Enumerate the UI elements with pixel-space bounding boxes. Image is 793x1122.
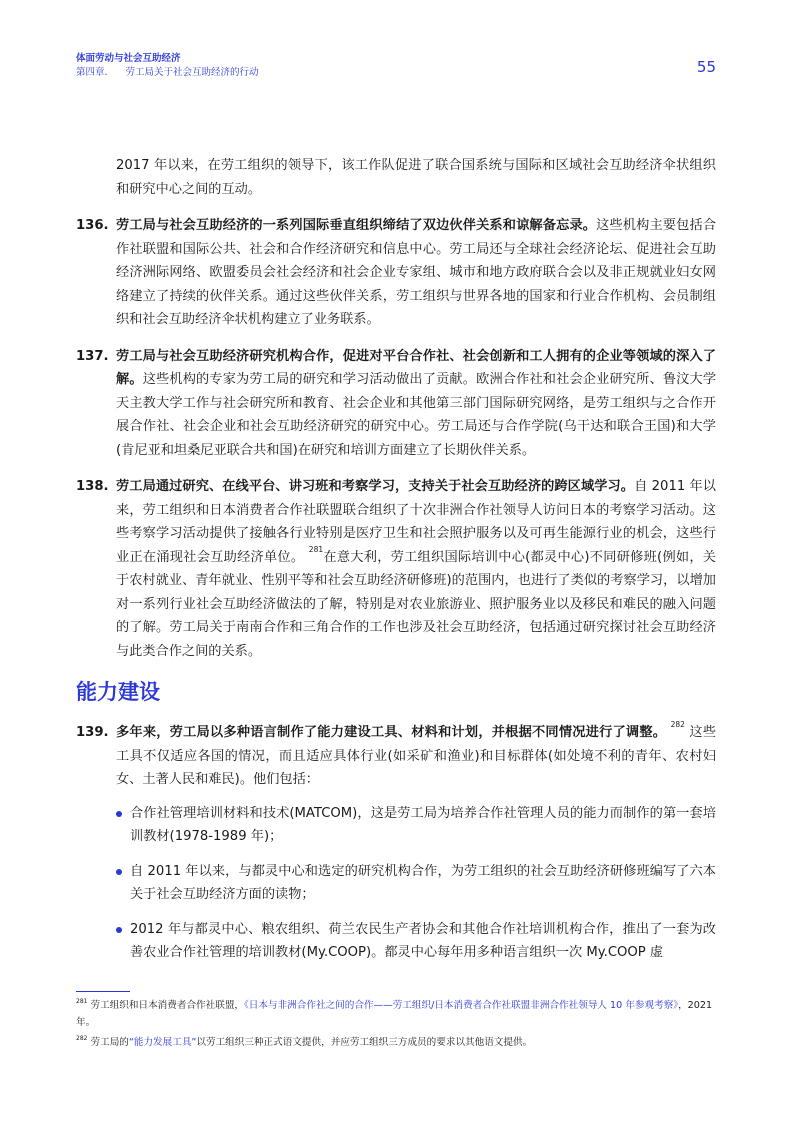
paragraph-body: 这些机构主要包括合作社联盟和国际公共、社会和合作经济研究和信息中心。劳工局还与全球社会经济论坛、促进社会互助经济洲际网络、欧盟委员会社会经济和社会企业专家组、城市和地方政府联合会以及非正规就业妇女网络建立了持续的伙伴关系。通过这些伙伴关系，劳工组织与世界各地的国家和行业合作机构、会员制组织和社会互助经济伞状机构建立了业务联系。 <box>116 218 717 327</box>
list-item <box>116 802 716 849</box>
paragraph-136 <box>76 214 716 332</box>
paragraph-number: 139. <box>76 725 109 740</box>
list-item-text: 自 2011 年以来，与都灵中心和选定的研究机构合作，为劳工组织的社会互助经济研修班编写了六本关于社会互助经济方面的读物； <box>130 863 716 902</box>
main-content <box>76 154 716 976</box>
footnote-ref-281[interactable]: 281 <box>308 544 324 554</box>
bullet-dot-icon <box>116 869 122 875</box>
footnote-282 <box>76 1034 716 1051</box>
footnote-text-end: ，2021 年。 <box>76 1000 713 1028</box>
list-item <box>116 860 716 907</box>
footnote-marker: 282 <box>76 1035 88 1042</box>
section-heading: 能力建设 <box>76 680 160 704</box>
continuation-text: 2017 年以来，在劳工组织的领导下，该工作队促进了联合国系统与国际和区域社会互助经济伞状组织和研究中心之间的互动。 <box>116 158 716 197</box>
paragraph-number: 137. <box>76 348 109 364</box>
list-item <box>116 918 716 965</box>
paragraph-lead: 劳工局与社会互助经济的一系列国际垂直组织缔结了双边伙伴关系和谅解备忘录。 <box>116 218 597 233</box>
paragraph-body: 自 2011 年以来，劳工组织和日本消费者合作社联盟联合组织了十次非洲合作社领导人访问日本的考察学习活动。这些考察学习活动提供了接触各行业特别是医疗卫生和社会照护服务以及可再生能源行业的机会，这些行业正在涌现社会互助经济单位。 <box>116 479 716 565</box>
list-item-text: 2012 年与都灵中心、粮农组织、荷兰农民生产者协会和其他合作社培训机构合作，推出了一套为改善农业合作社管理的培训教材(My.COOP)。都灵中心每年用多种语言组织一次 My.COOP 虚 <box>130 921 716 960</box>
chapter-title: 劳工局关于社会互助经济的行动 <box>125 67 259 78</box>
footnote-text-end: 以劳工组织三种正式语文提供，并应劳工组织三方成员的要求以其他语文提供。 <box>196 1037 533 1048</box>
paragraph-body: 这些机构的专家为劳工局的研究和学习活动做出了贡献。欧洲合作社和社会企业研究所、鲁汶大学天主教大学工作与社会研究所和教育、社会企业和其他第三部门国际研究网络，是劳工组织与之合作开展合作社、社会企业和社会互助经济研究的研究中心。劳工局还与合作学院(乌干达和联合王国)和大学(肯尼亚和坦桑尼亚联合共和国)在研究和培训方面建立了长期伙伴关系。 <box>116 372 717 458</box>
footnote-link[interactable]: 《日本与非洲合作社之间的合作——劳工组织/日本消费者合作社联盟非洲合作社领导人 10 年参观考察》 <box>244 1000 679 1011</box>
chapter-number: 第四章. <box>76 67 108 78</box>
bullet-dot-icon <box>116 811 122 817</box>
footnote-text: 劳工局的 <box>90 1037 129 1048</box>
continuation-paragraph <box>76 154 716 201</box>
footnote-ref-282[interactable]: 282 <box>670 720 685 729</box>
footnote-281 <box>76 997 716 1031</box>
paragraph-lead: 劳工局与社会互助经济研究机构合作，促进对平台合作社、社会创新和工人拥有的企业等领域的深入了解。 <box>116 348 716 387</box>
page-number: 55 <box>696 58 716 76</box>
paragraph-body-continued: 在意大利，劳工组织国际培训中心(都灵中心)不同研修班(例如，关于农村就业、青年就业、性别平等和社会互助经济研修班)的范围内，也进行了类似的考察学习，以增加对一系列行业社会互助经济做法的了解，特别是对农业旅游业、照护服务业以及移民和难民的融入问题的了解。劳工局关于南南合作和三角合作的工作也涉及社会互助经济，包括通过研究探讨社会互助经济与此类合作之间的关系。 <box>116 549 716 659</box>
paragraph-number: 136. <box>76 218 109 233</box>
footnote-divider <box>76 991 130 992</box>
paragraph-number: 138. <box>76 479 109 494</box>
paragraph-138 <box>76 475 716 663</box>
footnote-link[interactable]: “能力发展工具” <box>128 1037 197 1048</box>
paragraph-139 <box>76 721 716 792</box>
footnote-marker: 281 <box>76 998 88 1005</box>
paragraph-lead: 多年来，劳工局以多种语言制作了能力建设工具、材料和计划，并根据不同情况进行了调整。 <box>116 725 667 740</box>
chapter-line <box>76 66 726 80</box>
paragraph-137 <box>76 345 716 463</box>
paragraph-body: 这些工具不仅适应各国的情况，而且适应具体行业(如采矿和渔业)和目标群体(如处境不利的青年、农村妇女、土著人民和难民)。他们包括： <box>116 725 717 787</box>
running-header <box>76 52 726 80</box>
bullet-dot-icon <box>116 927 122 933</box>
bullet-list <box>76 802 716 965</box>
document-title: 体面劳动与社会互助经济 <box>76 53 181 64</box>
footnotes <box>76 997 716 1054</box>
footnote-text: 劳工组织和日本消费者合作社联盟， <box>90 1000 245 1011</box>
list-item-text: 合作社管理培训材料和技术(MATCOM)，这是劳工局为培养合作社管理人员的能力而制作的第一套培训教材(1978-1989 年)； <box>130 805 716 844</box>
paragraph-lead: 劳工局通过研究、在线平台、讲习班和考察学习，支持关于社会互助经济的跨区域学习。 <box>116 479 635 494</box>
